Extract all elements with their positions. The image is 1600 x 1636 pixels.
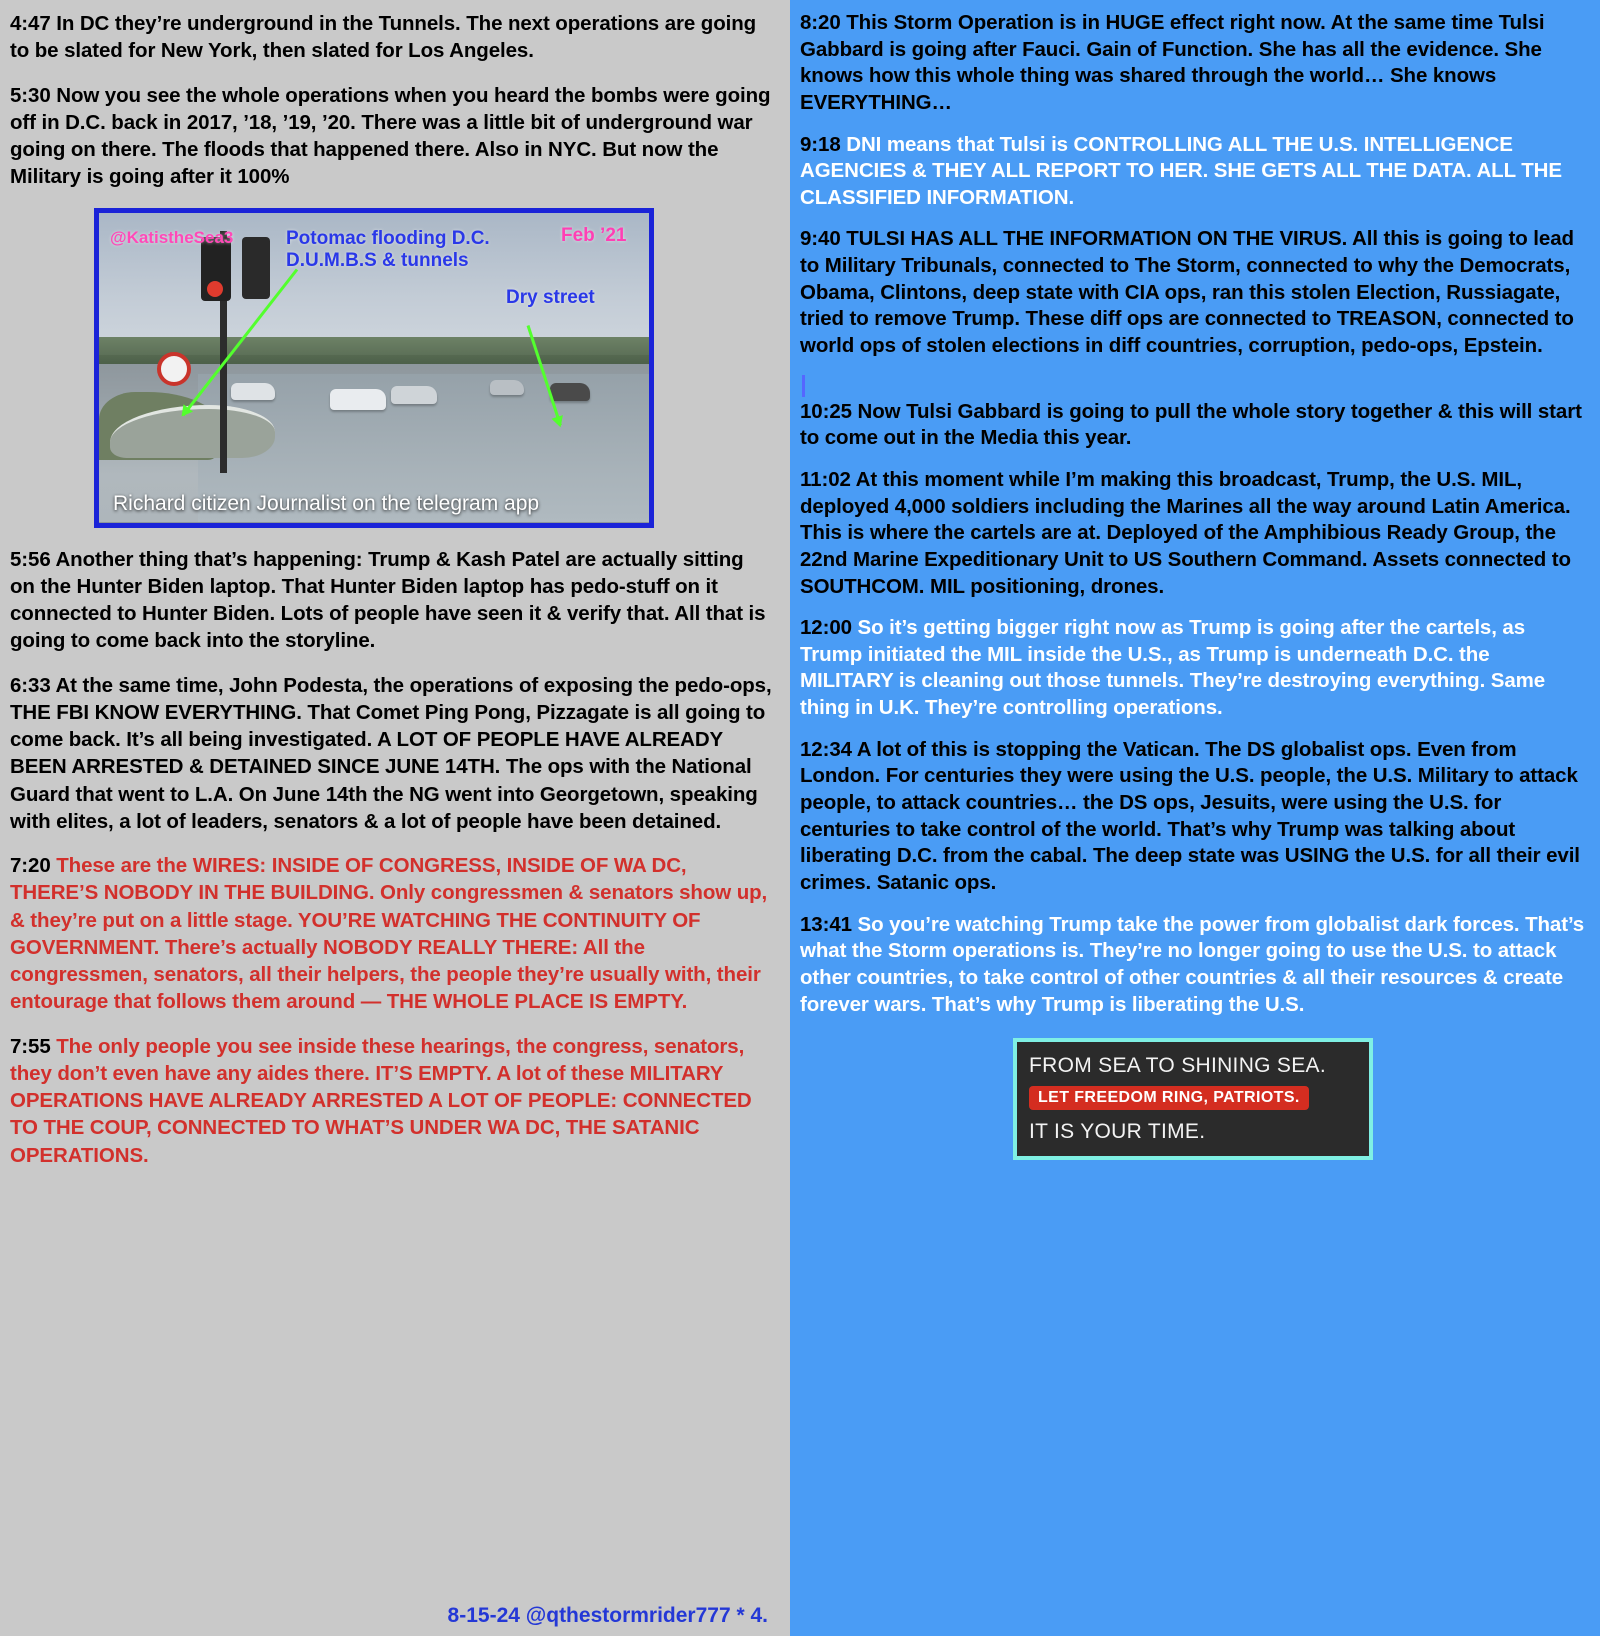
- right-column: [790, 0, 1600, 1636]
- flooding-photo: [94, 208, 654, 528]
- photo-car: [391, 386, 437, 404]
- transcript-paragraph: [10, 1033, 772, 1169]
- paragraph-text: TULSI HAS ALL THE INFORMATION ON THE VIRUS. All this is going to lead to Military Tribunals, connected to The Storm, connected to why the Democrats, Obama, Clintons, deep state with CIA ops, ran this stolen Election, Russiagate, tried to remove Trump. These diff ops are connected to TREASON, connected to world ops of stolen elections in diff countries, corruption, pedo-ops, Epstein.: [800, 227, 1574, 358]
- transcript-paragraph: [800, 399, 1586, 452]
- timestamp: 12:34: [800, 737, 852, 761]
- transcript-paragraph: [10, 10, 772, 65]
- paragraph-text: At the same time, John Podesta, the operations of exposing the pedo-ops, THE FBI KNOW EVERYTHING. That Comet Ping Pong, Pizzagate is all going to come back. It’s all being investigated. A LOT OF PEOPLE HAVE ALREADY BEEN ARRESTED & DETAINED SINCE JUNE 14TH. The ops with the National Guard that went to L.A. On June 14th the NG went into Georgetown, speaking with elites, a lot of leaders, senators & a lot of people have been detained.: [10, 673, 772, 833]
- transcript-paragraph: [800, 912, 1586, 1019]
- timestamp: 12:00: [800, 616, 852, 640]
- timestamp: 7:20: [10, 854, 51, 877]
- no-turn-sign-icon: [157, 352, 191, 386]
- paragraph-text: Now you see the whole operations when you heard the bombs were going off in D.C. back in 2017, ’18, ’19, ’20. There was a little bit of underground war going on there. The floods that happened there. Also in NYC. But now the Military is going after it 100%: [10, 83, 771, 189]
- photo-car: [490, 380, 524, 395]
- transcript-paragraph: [800, 615, 1586, 722]
- paragraph-text: In DC they’re underground in the Tunnels. The next operations are going to be slated for New York, then slated for Los Angeles.: [10, 12, 757, 63]
- paragraph-text: Another thing that’s happening: Trump & Kash Patel are actually sitting on the Hunter Biden laptop. That Hunter Biden laptop has pedo-stuff on it connected to Hunter Biden. Lots of people have seen it & verify that. All that is going to come back into the storyline.: [10, 547, 766, 653]
- photo-car: [550, 383, 590, 401]
- photo-annotation-potomac: [286, 228, 490, 272]
- paragraph-text: So it’s getting bigger right now as Trump is going after the cartels, as Trump initiated the MIL inside the U.S., as Trump is underneath D.C. the MILITARY is cleaning out those tunnels. They’re destroying everything. Same thing in U.K. They’re controlling operations.: [800, 616, 1546, 720]
- annotation-line-1: Potomac flooding D.C.: [286, 228, 490, 249]
- timestamp: 9:40: [800, 227, 841, 251]
- paragraph-text: These are the WIRES: INSIDE OF CONGRESS, INSIDE OF WA DC, THERE’S NOBODY IN THE BUILDING. Only congressmen & senators show up, & they’re put on a little stage. YOU’RE WATCHING THE CONTINUITY OF GOVERNMENT. There’s actually NOBODY REALLY THERE: All the congressmen, senators, all their helpers, the people they’re usually with, their entourage that follows them around — THE WHOLE PLACE IS EMPTY.: [10, 854, 768, 1014]
- timestamp: 9:18: [800, 132, 841, 156]
- patriot-banner: [1013, 1038, 1373, 1160]
- timestamp: 8:20: [800, 11, 841, 34]
- transcript-paragraph: [10, 546, 772, 655]
- photo-car: [231, 383, 275, 400]
- photo-watermark-handle: @KatistheSea3: [110, 228, 234, 247]
- transcript-paragraph: [10, 82, 772, 191]
- timestamp: 4:47: [10, 12, 51, 35]
- paragraph-text: At this moment while I’m making this broadcast, Trump, the U.S. MIL, deployed 4,000 soldiers including the Marines all the way around Latin America. This is where the cartels are at. Deployed of the Amphibious Ready Group, the 22nd Marine Expeditionary Unit to US Southern Command. Assets connected to SOUTHCOM. MIL positioning, drones.: [800, 467, 1571, 598]
- text-cursor: [802, 375, 805, 397]
- traffic-light-red-lamp-icon: [207, 281, 223, 297]
- paragraph-text: The only people you see inside these hearings, the congress, senators, they don’t even have any aides there. IT’S EMPTY. A lot of these MILITARY OPERATIONS HAVE ALREADY ARRESTED A LOT OF PEOPLE: CONNECTED TO THE COUP, CONNECTED TO WHAT’S UNDER WA DC, THE SATANIC OPERATIONS.: [10, 1034, 752, 1167]
- paragraph-text: So you’re watching Trump take the power from globalist dark forces. That’s what the Storm operations is. They’re no longer going to use the U.S. to attack other countries, to take control of other countries & all their resources & create forever wars. That’s why Trump is liberating the U.S.: [800, 912, 1585, 1016]
- transcript-paragraph: [800, 226, 1586, 359]
- timestamp: 7:55: [10, 1034, 51, 1058]
- paragraph-text: A lot of this is stopping the Vatican. The DS globalist ops. Even from London. For centuries they were using the U.S. people, the U.S. Military to attack people, to attack countries… the DS ops, Jesuits, were using the U.S. for centuries to take control of the world. That’s why Trump was talking about liberating D.C. from the cabal. The deep state was USING the U.S. for all their evil crimes. Satanic ops.: [800, 737, 1580, 894]
- timestamp: 5:56: [10, 547, 51, 571]
- transcript-paragraph: [800, 737, 1586, 897]
- banner-highlight: LET FREEDOM RING, PATRIOTS.: [1029, 1086, 1309, 1110]
- timestamp: 10:25: [800, 399, 852, 423]
- transcript-paragraph: [800, 132, 1586, 212]
- photo-date-label: Feb ’21: [561, 224, 627, 246]
- transcript-paragraph: [800, 467, 1586, 600]
- annotation-line-2: D.U.M.B.S & tunnels: [286, 249, 469, 271]
- traffic-light-icon: [242, 237, 270, 299]
- photo-caption: Richard citizen Journalist on the telegram app: [113, 491, 540, 515]
- photo-annotation-dry-street: Dry street: [506, 286, 595, 308]
- transcript-paragraph: [800, 10, 1586, 117]
- paragraph-text: DNI means that Tulsi is CONTROLLING ALL THE U.S. INTELLIGENCE AGENCIES & THEY ALL REPORT TO HER. SHE GETS ALL THE DATA. ALL THE CLASSIFIED INFORMATION.: [800, 132, 1562, 209]
- timestamp: 13:41: [800, 912, 852, 936]
- banner-line-2: IT IS YOUR TIME.: [1029, 1120, 1206, 1144]
- photo-car: [330, 389, 386, 410]
- paragraph-text: Now Tulsi Gabbard is going to pull the whole story together & this will start to come out in the Media this year.: [800, 399, 1582, 450]
- banner-line-1: FROM SEA TO SHINING SEA.: [1029, 1054, 1326, 1078]
- source-credit: 8-15-24 @qthestormrider777 * 4.: [447, 1604, 768, 1627]
- timestamp: 11:02: [800, 467, 851, 491]
- transcript-paragraph: [10, 852, 772, 1016]
- timestamp: 5:30: [10, 83, 51, 107]
- transcript-paragraph: [10, 672, 772, 836]
- paragraph-text: This Storm Operation is in HUGE effect right now. At the same time Tulsi Gabbard is going after Fauci. Gain of Function. She has all the evidence. She knows how this whole thing was shared through the world… She knows EVERYTHING…: [800, 11, 1545, 114]
- left-column: [0, 0, 790, 1636]
- timestamp: 6:33: [10, 673, 51, 697]
